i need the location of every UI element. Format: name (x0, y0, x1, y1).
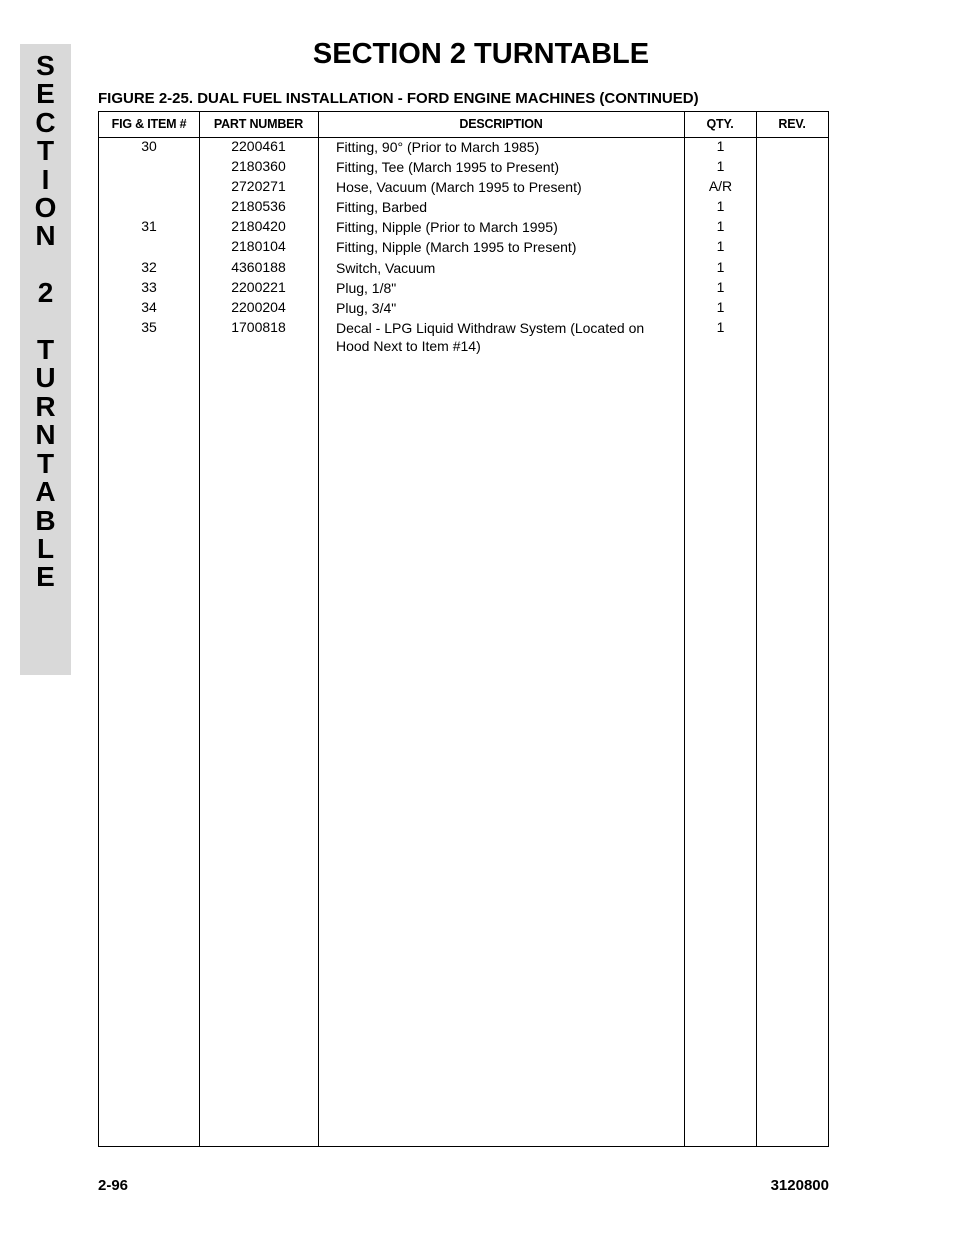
header-part-number: PART NUMBER (213, 117, 304, 131)
header-rev: REV. (778, 117, 806, 131)
item-number: 35 (141, 319, 157, 335)
table-row (99, 319, 828, 359)
part-number: 2720271 (231, 178, 286, 194)
part-number: 2180360 (231, 158, 286, 174)
section-side-tab (20, 44, 71, 675)
part-number: 1700818 (231, 319, 286, 335)
part-number: 2180104 (231, 238, 286, 254)
item-number: 32 (141, 259, 157, 275)
table-row (99, 259, 828, 279)
quantity: 1 (716, 198, 725, 214)
quantity: 1 (716, 238, 725, 254)
table-row (99, 158, 828, 178)
description: Fitting, Nipple (March 1995 to Present) (336, 239, 577, 255)
description: Fitting, Barbed (336, 199, 428, 215)
part-number: 2180420 (231, 218, 286, 234)
page-number: 2-96 (98, 1177, 129, 1194)
quantity: A/R (708, 178, 733, 194)
header-description: DESCRIPTION (459, 117, 543, 131)
description: Fitting, 90° (Prior to March 1985) (336, 139, 540, 155)
section-title: SECTION 2 TURNTABLE (312, 38, 650, 70)
table-row (99, 238, 828, 259)
header-qty: QTY. (706, 117, 734, 131)
side-tab-text: S E C T I O N 2 T U R N T A B L E (34, 50, 57, 593)
quantity: 1 (716, 259, 725, 275)
document-number: 3120800 (770, 1177, 829, 1194)
description: Fitting, Tee (March 1995 to Present) (336, 159, 560, 175)
quantity: 1 (716, 138, 725, 154)
table-row (99, 299, 828, 319)
description: Fitting, Nipple (Prior to March 1995) (336, 219, 558, 235)
quantity: 1 (716, 158, 725, 174)
quantity: 1 (716, 299, 725, 315)
parts-table (98, 111, 829, 1147)
description: Switch, Vacuum (336, 260, 436, 276)
table-body (99, 138, 828, 359)
figure-title: FIGURE 2-25. DUAL FUEL INSTALLATION - FORD ENGINE MACHINES (CONTINUED) (98, 90, 699, 107)
item-number: 31 (141, 218, 157, 234)
description: Plug, 3/4" (336, 300, 397, 316)
item-number: 30 (141, 138, 157, 154)
table-row (99, 279, 828, 299)
part-number: 2200204 (231, 299, 286, 315)
description: Plug, 1/8" (336, 280, 397, 296)
quantity: 1 (716, 218, 725, 234)
quantity: 1 (716, 319, 725, 335)
quantity: 1 (716, 279, 725, 295)
part-number: 2200221 (231, 279, 286, 295)
header-fig-item: FIG & ITEM # (111, 117, 187, 131)
part-number: 2180536 (231, 198, 286, 214)
table-row (99, 218, 828, 238)
part-number: 2200461 (231, 138, 286, 154)
description: Hose, Vacuum (March 1995 to Present) (336, 179, 582, 195)
part-number: 4360188 (231, 259, 286, 275)
item-number: 34 (141, 299, 157, 315)
description: Decal - LPG Liquid Withdraw System (Located on Hood Next to Item #14) (336, 320, 645, 354)
table-row (99, 138, 828, 158)
table-row (99, 178, 828, 198)
item-number: 33 (141, 279, 157, 295)
table-row (99, 198, 828, 218)
